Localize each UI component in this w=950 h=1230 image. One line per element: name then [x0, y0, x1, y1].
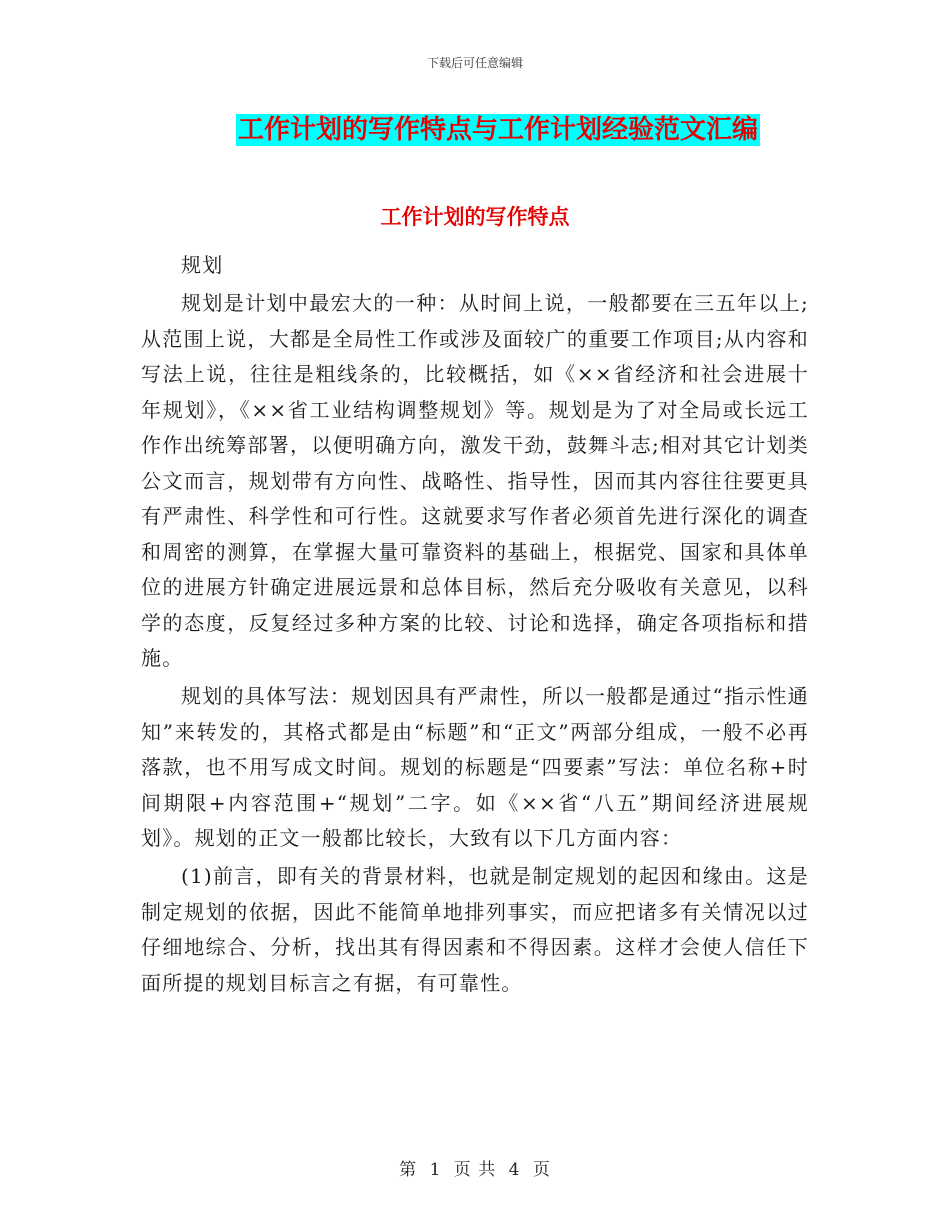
document-title: 工作计划的写作特点与工作计划经验范文汇编 — [237, 115, 758, 145]
paragraph: 规划的具体写法：规划因具有严肃性，所以一般都是通过“指示性通知”来转发的，其格式都是由“标题”和“正文”两部分组成，一般不必再落款，也不用写成文时间。规划的标题是“四要素”写法：单位名称+时间期限+内容范围+“规划”二字。如《××省“八五”期间经济进展规划》。规划的正文一般都比较长，大致有以下几方面内容： — [141, 684, 809, 850]
page-suffix: 页 — [532, 1160, 551, 1180]
page-number-footer — [0, 1155, 950, 1180]
paragraph: 规划是计划中最宏大的一种：从时间上说，一般都要在三五年以上;从范围上说，大都是全局性工作或涉及面较广的重要工作项目;从内容和写法上说，往往是粗线条的，比较概括，如《××省经济和社会进展十年规划》，《××省工业结构调整规划》等。规划是为了对全局或长远工作作出统筹部署，以便明确方向，激发干劲，鼓舞斗志;相对其它计划类公文而言，规划带有方向性、战略性、指导性，因而其内容往往要更具有严肃性、科学性和可行性。这就要求写作者必须首先进行深化的调查和周密的测算，在掌握大量可靠资料的基础上，根据党、国家和具体单位的进展方针确定进展远景和总体目标，然后充分吸收有关意见，以科学的态度，反复经过多种方案的比较、讨论和选择，确定各项指标和措施。 — [141, 291, 809, 670]
page-total: 4 — [508, 1160, 521, 1180]
page-current: 1 — [429, 1160, 442, 1180]
document-title-container — [0, 114, 950, 146]
page-mid: 页 共 — [453, 1160, 497, 1180]
paragraph: (1)前言，即有关的背景材料，也就是制定规划的起因和缘由。这是制定规划的依据，因此不能简单地排列事实，而应把诸多有关情况以过仔细地综合、分析，找出其有得因素和不得因素。这样才会使人信任下面所提的规划目标言之有据，有可靠性。 — [141, 864, 809, 995]
header-note: 下载后可任意编辑 — [426, 56, 523, 70]
page-prefix: 第 — [399, 1160, 418, 1180]
paragraph-heading: 规划 — [181, 253, 224, 277]
section-title: 工作计划的写作特点 — [380, 204, 570, 229]
document-body — [141, 248, 809, 1004]
